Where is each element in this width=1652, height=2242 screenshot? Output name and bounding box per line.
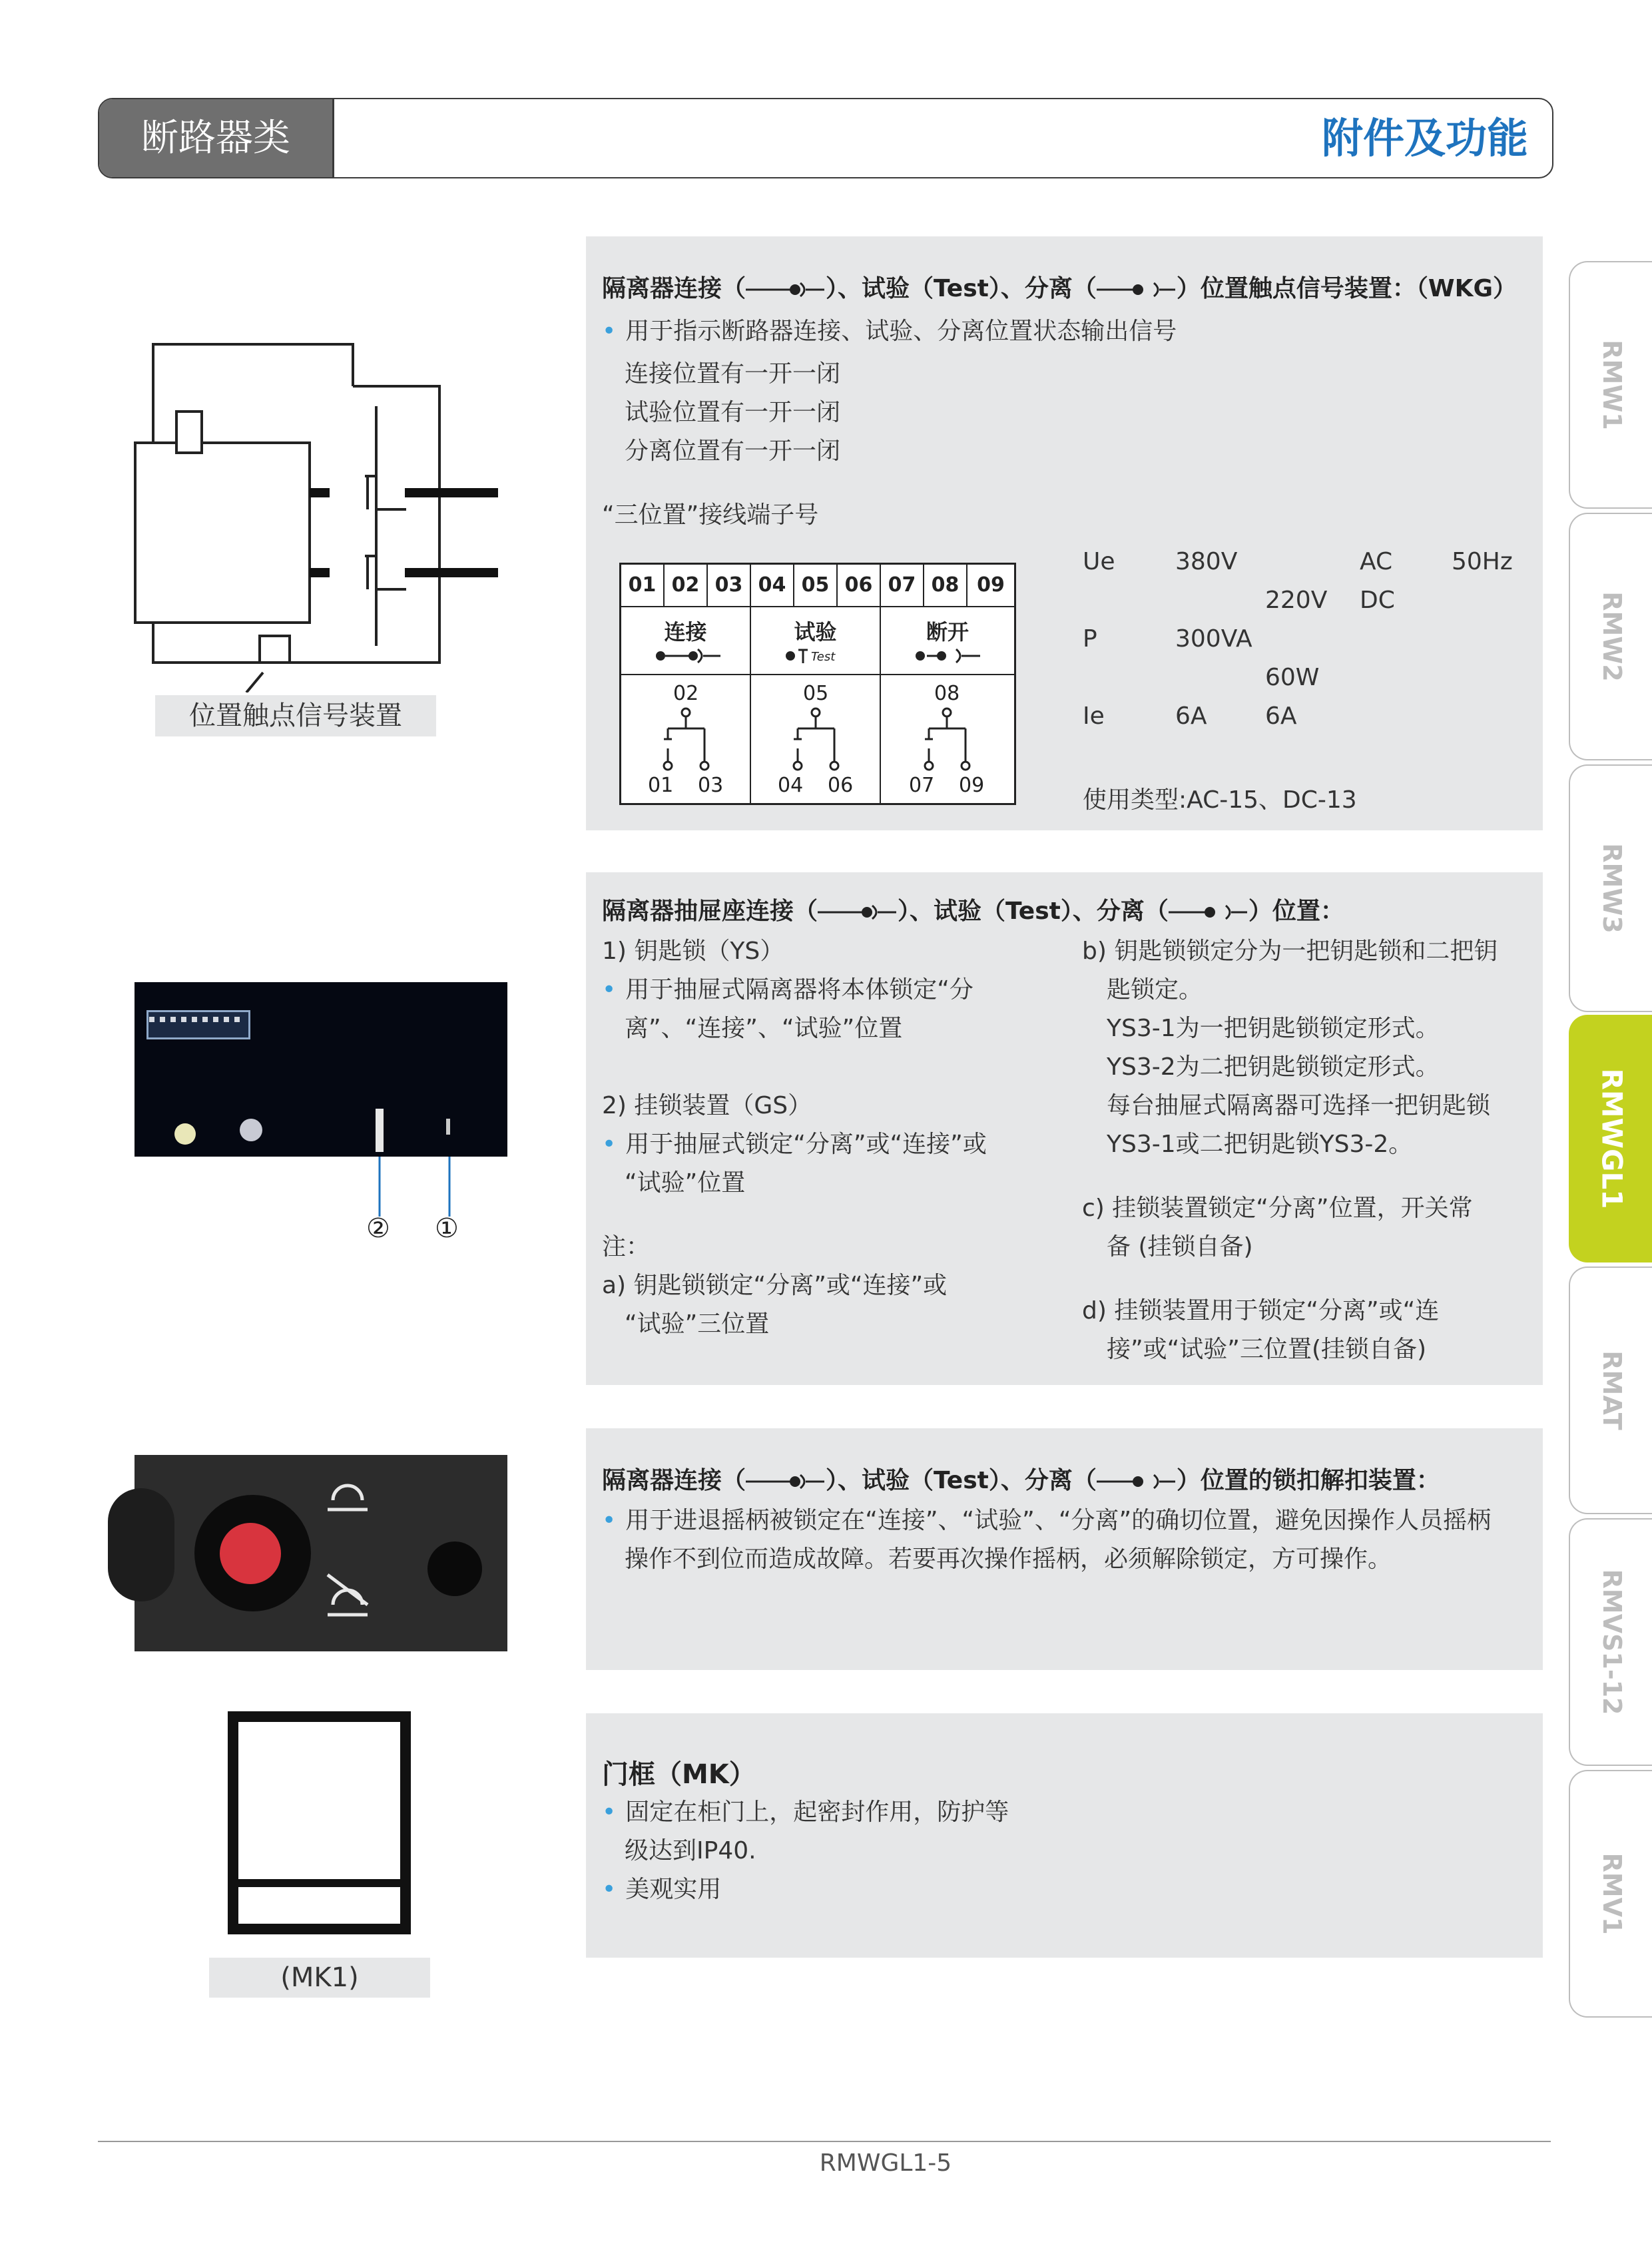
panel2-text: YS3-1为一把钥匙锁锁定形式。 (1107, 1015, 1440, 1042)
footer-divider (98, 2141, 1551, 2142)
group-right-terminal: 09 (959, 774, 985, 797)
panel1-line: 试验位置有一开一闭 (625, 399, 841, 426)
terminal-number: 06 (838, 565, 881, 606)
door-frame-caption: (MK1) (209, 1958, 430, 1998)
section-title: 附件及功能 (1321, 114, 1528, 162)
group-left-terminal: 04 (778, 774, 804, 797)
panel1-line: 连接位置有一开一闭 (625, 360, 841, 388)
group-top-terminal: 02 (673, 682, 699, 705)
lock-release-photo (135, 1455, 507, 1651)
panel-lock-release (586, 1428, 1543, 1670)
terminal-number: 03 (708, 565, 751, 606)
group-right-terminal: 06 (828, 774, 854, 797)
panel2-text: 匙锁定。 (1107, 976, 1203, 1003)
spec-ue-dc: 220V (1265, 587, 1328, 614)
spec-ac: AC (1360, 548, 1393, 575)
terminal-number: 04 (751, 565, 794, 606)
contact-diagram-caption: 位置触点信号装置 (155, 695, 436, 736)
panel2-text: 离”、“连接”、“试验”位置 (625, 1015, 903, 1042)
panel2-text: • 用于抽屉式锁定“分离”或“连接”或 (602, 1131, 987, 1158)
panel2-text: YS3-1或二把钥匙锁YS3-2。 (1107, 1131, 1413, 1158)
spec-p-label: P (1083, 625, 1097, 653)
spec-ue-label: Ue (1083, 548, 1115, 575)
group-label: 试验 (794, 619, 837, 645)
panel4-text: • 美观实用 (602, 1876, 722, 1903)
panel2-text: 注： (602, 1233, 651, 1261)
panel2-text: a) 钥匙锁锁定“分离”或“连接”或 (602, 1272, 948, 1299)
terminal-table (619, 563, 1016, 805)
door-frame-diagram (228, 1711, 411, 1934)
spec-p-dc: 60W (1265, 664, 1320, 691)
terminal-number: 07 (881, 565, 924, 606)
group-test (751, 606, 881, 804)
group-open (881, 606, 1014, 804)
spec-ue-ac: 380V (1175, 548, 1238, 575)
panel1-bullet: • 用于指示断路器连接、试验、分离位置状态输出信号 (602, 318, 1177, 345)
panel2-text: c) 挂锁装置锁定“分离”位置，开关常 (1082, 1195, 1473, 1222)
lock-status-icon (321, 1468, 374, 1635)
drawer-lock-photo (135, 982, 507, 1157)
isolate-symbol-icon (1097, 280, 1177, 300)
connect-symbol-icon (651, 646, 724, 666)
panel2-text: YS3-2为二把钥匙锁锁定形式。 (1107, 1053, 1440, 1081)
group-left-terminal: 01 (648, 774, 674, 797)
tab-rmwgl1[interactable]: RMWGL1 (1569, 1015, 1652, 1262)
tab-rmw1[interactable]: RMW1 (1569, 261, 1652, 509)
panel4-text: 级达到IP40. (625, 1837, 756, 1864)
spec-dc: DC (1360, 587, 1395, 614)
panel4-text: • 固定在柜门上，起密封作用，防护等 (602, 1799, 1009, 1826)
spec-usage: 使用类型:AC-15、DC-13 (1083, 786, 1357, 814)
switch-contact-symbol (784, 707, 848, 774)
terminal-number: 09 (977, 573, 1005, 597)
switch-contact-symbol (655, 707, 718, 774)
test-small-label: Test (811, 650, 836, 664)
page-number: RMWGL1-5 (819, 2149, 952, 2177)
spec-ie-label: Ie (1083, 702, 1105, 730)
panel-drawer-lock (586, 872, 1543, 1385)
spec-p-ac: 300VA (1175, 625, 1252, 653)
panel3-text: 操作不到位而造成故障。若要再次操作摇柄，必须解除锁定，方可操作。 (625, 1545, 1392, 1573)
callout-lines (333, 1157, 506, 1270)
category-label: 断路器类 (99, 99, 334, 177)
panel2-text: d) 挂锁装置用于锁定“分离”或“连 (1082, 1297, 1440, 1324)
terminal-number: 02 (665, 565, 708, 606)
panel-contact-signal (586, 236, 1543, 830)
group-connect (621, 606, 751, 804)
panel1-title: 隔离器连接（ ）、试验（Test）、分离（ ）位置触点信号装置：（WKG） (602, 275, 1517, 302)
panel2-text: “试验”三位置 (625, 1310, 770, 1338)
group-label: 断开 (926, 619, 969, 645)
connect-symbol-icon (746, 280, 826, 300)
terminal-number: 08 (924, 565, 967, 606)
isolate-symbol-icon (911, 646, 984, 666)
spec-hz: 50Hz (1452, 548, 1513, 575)
panel3-text: • 用于进退摇柄被锁定在“连接”、“试验”、“分离”的确切位置，避免因操作人员摇柄 (602, 1507, 1492, 1534)
terminal-number: 01 (621, 565, 665, 606)
panel2-text: 2) 挂锁装置（GS） (602, 1092, 812, 1119)
callout-marker-1: ① (435, 1213, 459, 1244)
group-top-terminal: 08 (934, 682, 960, 705)
test-symbol-icon (781, 646, 808, 666)
panel4-title: 门框（MK） (602, 1759, 756, 1790)
switch-contact-symbol (916, 707, 979, 774)
contact-signal-diagram (133, 333, 506, 693)
group-label: 连接 (664, 619, 707, 645)
tab-rmat[interactable]: RMAT (1569, 1266, 1652, 1514)
panel2-text: b) 钥匙锁锁定分为一把钥匙锁和二把钥 (1082, 938, 1498, 965)
group-top-terminal: 05 (803, 682, 829, 705)
panel-door-frame (586, 1713, 1543, 1958)
isolate-symbol-icon (1169, 902, 1248, 922)
callout-marker-2: ② (366, 1213, 390, 1244)
spec-ie-dc: 6A (1265, 702, 1297, 730)
panel2-text: • 用于抽屉式隔离器将本体锁定“分 (602, 976, 973, 1003)
isolate-symbol-icon (1097, 1472, 1177, 1492)
panel2-text: “试验”位置 (625, 1169, 746, 1197)
tab-rmw3[interactable]: RMW3 (1569, 764, 1652, 1012)
panel2-text: 1) 钥匙锁（YS） (602, 938, 784, 965)
panel2-title: 隔离器抽屉座连接（ ）、试验（Test）、分离（ ）位置： (602, 898, 1344, 925)
tab-rmv1[interactable]: RMV1 (1569, 1770, 1652, 2018)
terminal-heading: “三位置”接线端子号 (602, 501, 819, 529)
connect-symbol-icon (746, 1472, 826, 1492)
tab-rmvs1-12[interactable]: RMVS1-12 (1569, 1518, 1652, 1766)
panel2-text: 每台抽屉式隔离器可选择一把钥匙锁 (1107, 1092, 1491, 1119)
tab-rmw2[interactable]: RMW2 (1569, 513, 1652, 760)
panel3-title: 隔离器连接（ ）、试验（Test）、分离（ ）位置的锁扣解扣装置： (602, 1467, 1440, 1494)
page-header (98, 98, 1553, 178)
connect-symbol-icon (818, 902, 898, 922)
group-right-terminal: 03 (698, 774, 724, 797)
group-left-terminal: 07 (909, 774, 935, 797)
panel1-line: 分离位置有一开一闭 (625, 437, 841, 465)
panel2-text: 接”或“试验”三位置(挂锁自备) (1107, 1336, 1427, 1363)
terminal-number: 05 (794, 565, 838, 606)
panel2-text: 备 (挂锁自备) (1107, 1233, 1253, 1261)
spec-ie-ac: 6A (1175, 702, 1207, 730)
